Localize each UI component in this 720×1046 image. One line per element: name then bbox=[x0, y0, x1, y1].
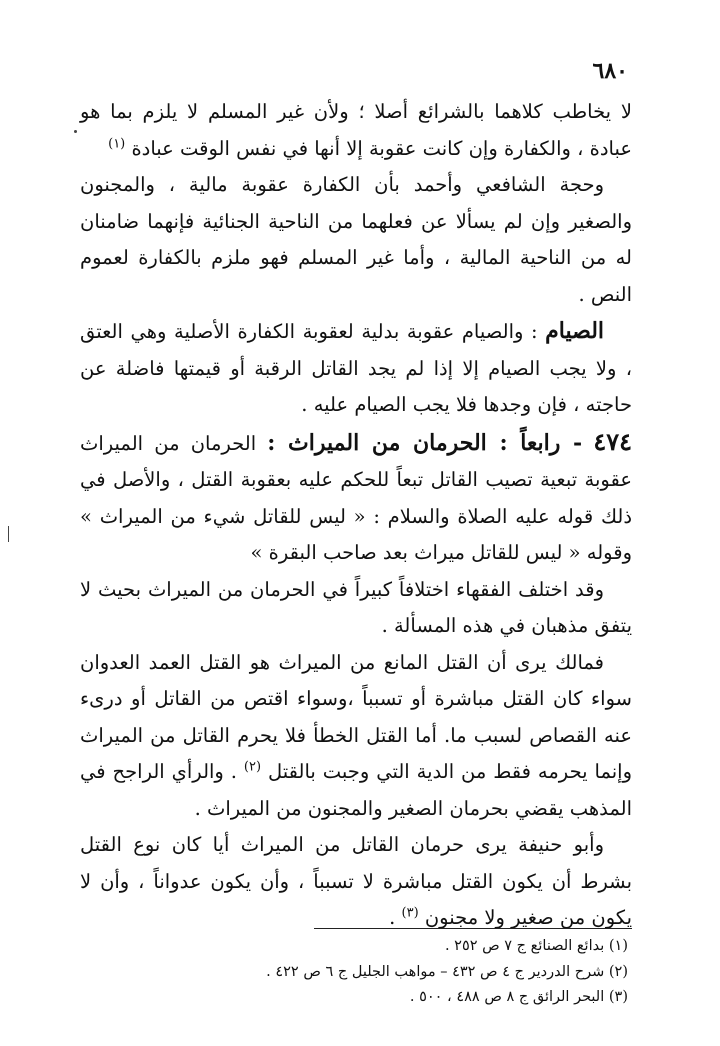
paragraph-text-after: . bbox=[389, 906, 396, 929]
section-heading: - رابعاً : الحرمان من الميراث : bbox=[267, 429, 583, 456]
footnote-ref: (٣) bbox=[401, 905, 419, 921]
paragraph-fasting bbox=[80, 313, 632, 424]
paragraph-1 bbox=[80, 94, 632, 167]
paragraph-text: : والصيام عقوبة بدلية لعقوبة الكفارة الأصلية وهي العتق ، ولا يجب الصيام إلا إذا لم يجد القاتل الرقبة أو قيمتها فاضلة عن حاجته ، فإن وجدها فلا يجب الصيام عليه . bbox=[80, 320, 632, 416]
footnote-divider bbox=[314, 928, 632, 929]
footnote-ref: (١) bbox=[108, 136, 126, 151]
footnote-item: (٢) شرح الدردير ج ٤ ص ٤٣٢ – مواهب الجليل ج ٦ ص ٤٢٢ . bbox=[266, 963, 628, 980]
paragraph-text: وقد اختلف الفقهاء اختلافاً كبيراً في الحرمان من الميراث بحيث لا يتفق مذهبان في هذه المسألة . bbox=[80, 577, 632, 637]
paragraph-text: فمالك يرى أن القتل المانع من الميراث هو القتل العمد العدوان سواء كان القتل مباشرة أو تسبباً ،وسواء اقتص من القاتل أو درىء عنه القصاص لسبب ما. أما القتل الخطأ فلا يحرم القاتل من الميراث وإنما يحرمه فقط من الدية التي وجبت بالقتل bbox=[80, 650, 632, 783]
section-number: ٤٧٤ bbox=[593, 426, 633, 456]
fasting-term: الصيام bbox=[545, 318, 605, 344]
paragraph-text: وأبو حنيفة يرى حرمان القاتل من الميراث أيا كان نوع القتل بشرط أن يكون القتل مباشرة لا تسبباً ، وأن يكون عدواناً ، وأن لا يكون من صغير ولا مجنون bbox=[80, 833, 632, 929]
margin-tick bbox=[8, 526, 9, 542]
footnote-item: (١) بدائع الصنائع ج ٧ ص ٢٥٢ . bbox=[444, 938, 628, 954]
page-body bbox=[80, 94, 632, 937]
paragraph-abu-hanifa bbox=[80, 827, 632, 937]
footnote-item: (٣) البحر الرائق ج ٨ ص ٤٨٨ ، ٥٠٠ . bbox=[409, 989, 628, 1005]
paragraph-text: لا يخاطب كلاهما بالشرائع أصلا ؛ ولأن غير المسلم لا يلزم بما هو عبادة ، والكفارة وإن كانت عقوبة إلا أنها في نفس الوقت عبادة bbox=[80, 100, 632, 160]
paragraph-2 bbox=[80, 167, 632, 313]
paragraph-text: وحجة الشافعي وأحمد بأن الكفارة عقوبة مالية ، والمجنون والصغير وإن لم يسألا عن فعلهما من الناحية الجنائية فإنهما ضامنان له من الناحية المالية ، وأما غير المسلم فهو ملزم بالكفارة لعموم النص . bbox=[80, 173, 632, 306]
page-number: ٦٨٠ bbox=[592, 58, 628, 84]
paragraph-text: الحرمان من الميراث عقوبة تبعية تصيب القاتل تبعاً للحكم عليه بعقوبة القتل ، والأصل في ذلك قوله عليه الصلاة والسلام : « ليس للقاتل شيء من الميراث » وقوله « ليس للقاتل ميراث بعد صاحب البقرة » bbox=[80, 431, 632, 564]
margin-dot bbox=[74, 130, 77, 133]
paragraph-malik bbox=[80, 645, 632, 828]
paragraph-5 bbox=[80, 572, 632, 645]
paragraph-text-after: . والرأي الراجح في المذهب يقضي بحرمان الصغير والمجنون من الميراث . bbox=[80, 760, 632, 820]
footnotes bbox=[158, 934, 628, 1011]
section-474 bbox=[80, 424, 632, 572]
footnote-ref: (٢) bbox=[243, 759, 262, 775]
